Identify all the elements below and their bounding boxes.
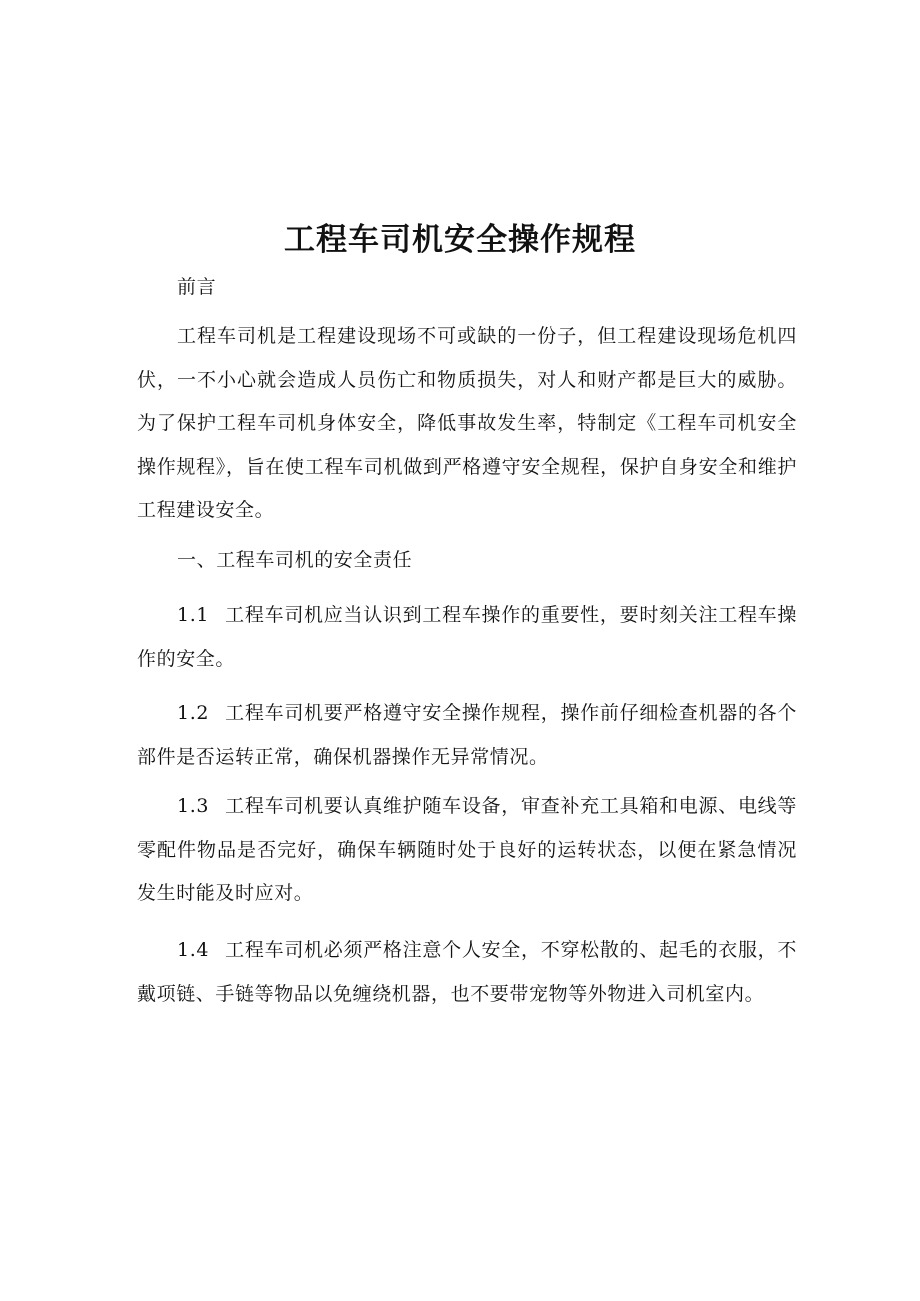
clause-1-4 <box>137 929 797 1016</box>
clause-number: 1.2 <box>177 702 210 724</box>
clause-text: 工程车司机要严格遵守安全操作规程，操作前仔细检查机器的各个部件是否运转正常，确保机器操作无异常情况。 <box>137 702 797 768</box>
preface-heading: 前言 <box>177 276 217 298</box>
clause-text: 工程车司机应当认识到工程车操作的重要性，要时刻关注工程车操作的安全。 <box>137 604 797 670</box>
section-heading: 一、工程车司机的安全责任 <box>177 549 413 571</box>
clause-number: 1.4 <box>177 939 210 961</box>
clause-number: 1.3 <box>177 795 210 817</box>
clause-1-1 <box>137 594 797 681</box>
document-title: 工程车司机安全操作规程 <box>284 222 636 258</box>
clause-number: 1.1 <box>177 604 210 626</box>
clause-text: 工程车司机必须严格注意个人安全，不穿松散的、起毛的衣服，不戴项链、手链等物品以免缠绕机器，也不要带宠物等外物进入司机室内。 <box>137 939 797 1005</box>
clause-text: 工程车司机要认真维护随车设备，审查补充工具箱和电源、电线等零配件物品是否完好，确保车辆随时处于良好的运转状态，以便在紧急情况发生时能及时应对。 <box>137 795 797 904</box>
preface-paragraph: 工程车司机是工程建设现场不可或缺的一份子，但工程建设现场危机四伏，一不小心就会造成人员伤亡和物质损失，对人和财产都是巨大的威胁。为了保护工程车司机身体安全，降低事故发生率，特制定《工程车司机安全操作规程》，旨在使工程车司机做到严格遵守安全规程，保护自身安全和维护工程建设安全。 <box>137 325 797 521</box>
clause-1-2 <box>137 692 797 779</box>
clause-1-3 <box>137 785 797 916</box>
